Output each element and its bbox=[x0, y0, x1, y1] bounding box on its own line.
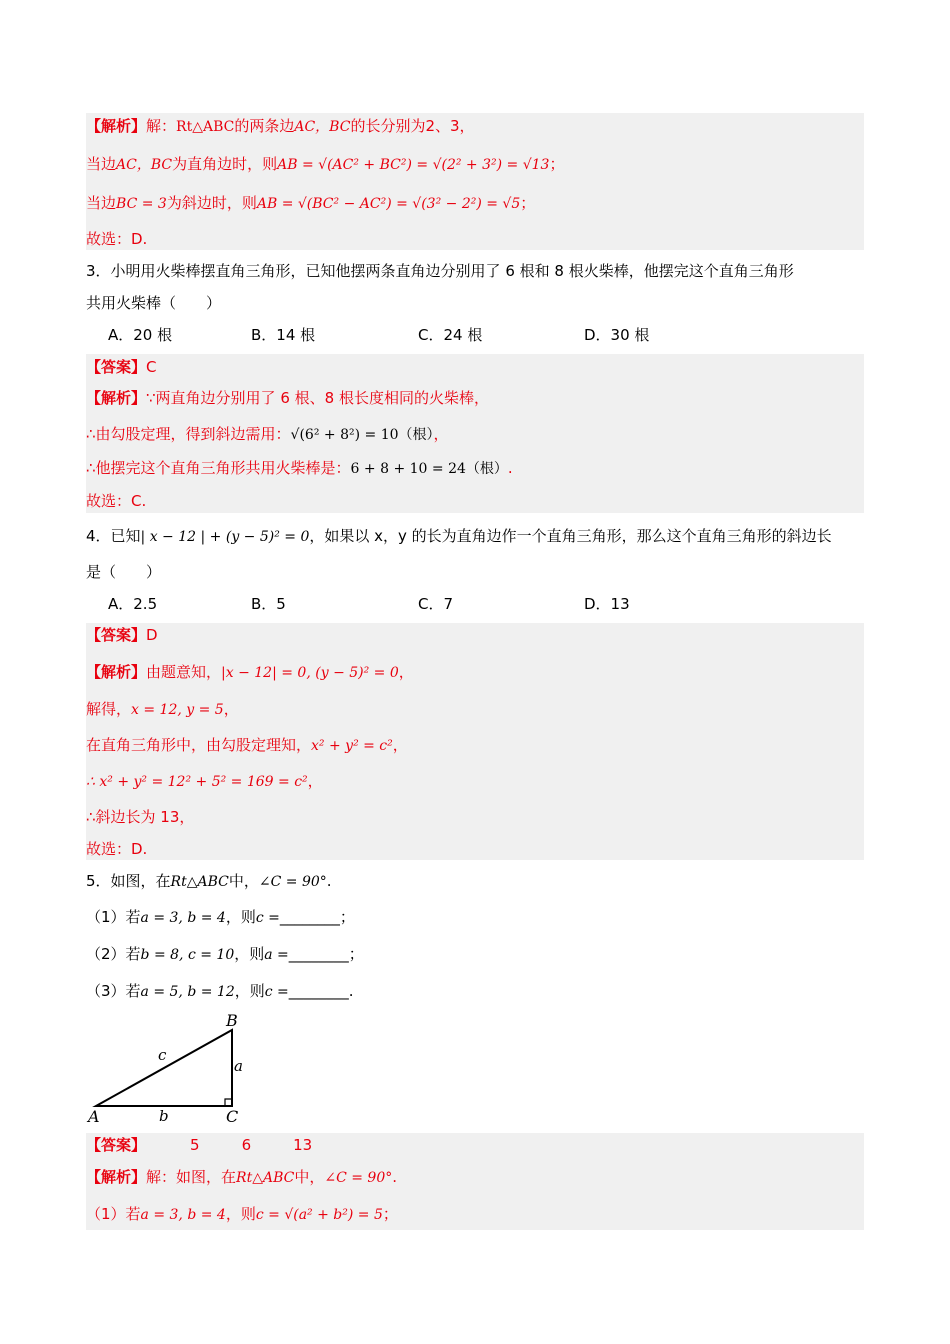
triangle-shape bbox=[96, 1030, 232, 1106]
answer-label: 【答案】 bbox=[86, 626, 147, 644]
sub-question: （3）若a = 5, b = 12，则c =________. bbox=[86, 982, 354, 1000]
solution-line: 当边AC，BC为直角边时，则AB = √(AC² + BC²) = √(2² + 3²) = √13； bbox=[86, 155, 565, 173]
question-stem: 共用火柴棒（ ） bbox=[86, 294, 222, 312]
blank: ________； bbox=[279, 908, 355, 926]
option-b: B．5 bbox=[251, 595, 286, 613]
solution-line: 在直角三角形中，由勾股定理知，x² + y² = c²， bbox=[86, 736, 408, 754]
solution-line: 故选：D. bbox=[86, 230, 148, 248]
answer-line bbox=[86, 1134, 312, 1156]
answer-value: D bbox=[146, 626, 158, 644]
solution-line: 【解析】解：如图，在Rt△ABC中，∠C = 90°. bbox=[86, 1168, 398, 1186]
blank: ________； bbox=[288, 945, 364, 963]
side-label-b: b bbox=[159, 1107, 169, 1125]
answer-label: 【答案】 bbox=[86, 358, 147, 376]
jiexi-label: 【解析】 bbox=[86, 389, 147, 407]
solution-line: ∴他摆完这个直角三角形共用火柴棒是：6 + 8 + 10 = 24（根）. bbox=[86, 459, 513, 477]
option-d: D．13 bbox=[584, 595, 630, 613]
vertex-label-b: B bbox=[226, 1011, 238, 1030]
solution-line: 故选：C. bbox=[86, 492, 147, 510]
sub-question: （2）若b = 8, c = 10，则a =________； bbox=[86, 945, 364, 963]
solution-line: 【解析】解：Rt△ABC的两条边AC，BC的长分别为2、3， bbox=[86, 117, 475, 135]
jiexi-label: 【解析】 bbox=[86, 1168, 147, 1186]
option-a: A．20 根 bbox=[108, 326, 173, 344]
vertex-label-c: C bbox=[226, 1107, 239, 1126]
side-label-a: a bbox=[234, 1057, 243, 1075]
jiexi-label: 【解析】 bbox=[86, 663, 147, 681]
solution-line: （1）若a = 3, b = 4，则c = √(a² + b²) = 5； bbox=[86, 1205, 398, 1223]
side-label-c: c bbox=[158, 1046, 167, 1064]
solution-line: ∴ x² + y² = 12² + 5² = 169 = c²， bbox=[86, 772, 323, 790]
option-c: C．7 bbox=[418, 595, 454, 613]
vertex-label-a: A bbox=[88, 1107, 100, 1126]
answer-value: C bbox=[146, 358, 157, 376]
question-stem: 是（ ） bbox=[86, 563, 162, 581]
answer-line bbox=[86, 624, 158, 646]
solution-line: ∴斜边长为 13， bbox=[86, 808, 195, 826]
answer-value: 13 bbox=[293, 1136, 313, 1154]
options-row bbox=[108, 324, 649, 346]
triangle-figure bbox=[86, 1008, 266, 1128]
jiexi-label: 【解析】 bbox=[86, 117, 147, 135]
solution-line: 故选：D. bbox=[86, 840, 148, 858]
solution-line: 解得，x = 12, y = 5， bbox=[86, 700, 239, 718]
option-a: A．2.5 bbox=[108, 595, 158, 613]
solution-line: 【解析】∵两直角边分别用了 6 根、8 根长度相同的火柴棒， bbox=[86, 389, 489, 407]
blank: ________. bbox=[288, 982, 354, 1000]
option-d: D．30 根 bbox=[584, 326, 650, 344]
question-stem: 5．如图，在Rt△ABC中，∠C = 90°. bbox=[86, 872, 332, 890]
sub-question: （1）若a = 3, b = 4，则c =________； bbox=[86, 908, 355, 926]
right-angle-mark bbox=[225, 1099, 232, 1106]
options-row bbox=[108, 593, 630, 615]
solution-line: ∴由勾股定理，得到斜边需用：√(6² + 8²) = 10（根）， bbox=[86, 425, 449, 443]
solution-line: 【解析】由题意知，|x − 12| = 0, (y − 5)² = 0， bbox=[86, 663, 414, 681]
option-b: B．14 根 bbox=[251, 326, 316, 344]
option-c: C．24 根 bbox=[418, 326, 483, 344]
question-stem: 3．小明用火柴棒摆直角三角形，已知他摆两条直角边分别用了 6 根和 8 根火柴棒，他摆完这个直角三角形 bbox=[86, 262, 794, 280]
answer-value: 6 bbox=[241, 1136, 252, 1154]
answer-line bbox=[86, 356, 157, 378]
solution-line: 当边BC = 3为斜边时，则AB = √(BC² − AC²) = √(3² − 2²) = √5； bbox=[86, 194, 536, 212]
question-stem: 4．已知| x − 12 | + (y − 5)² = 0，如果以 x，y 的长为直角边作一个直角三角形，那么这个直角三角形的斜边长 bbox=[86, 527, 832, 545]
answer-label: 【答案】 bbox=[86, 1136, 147, 1154]
answer-value: 5 bbox=[190, 1136, 200, 1154]
